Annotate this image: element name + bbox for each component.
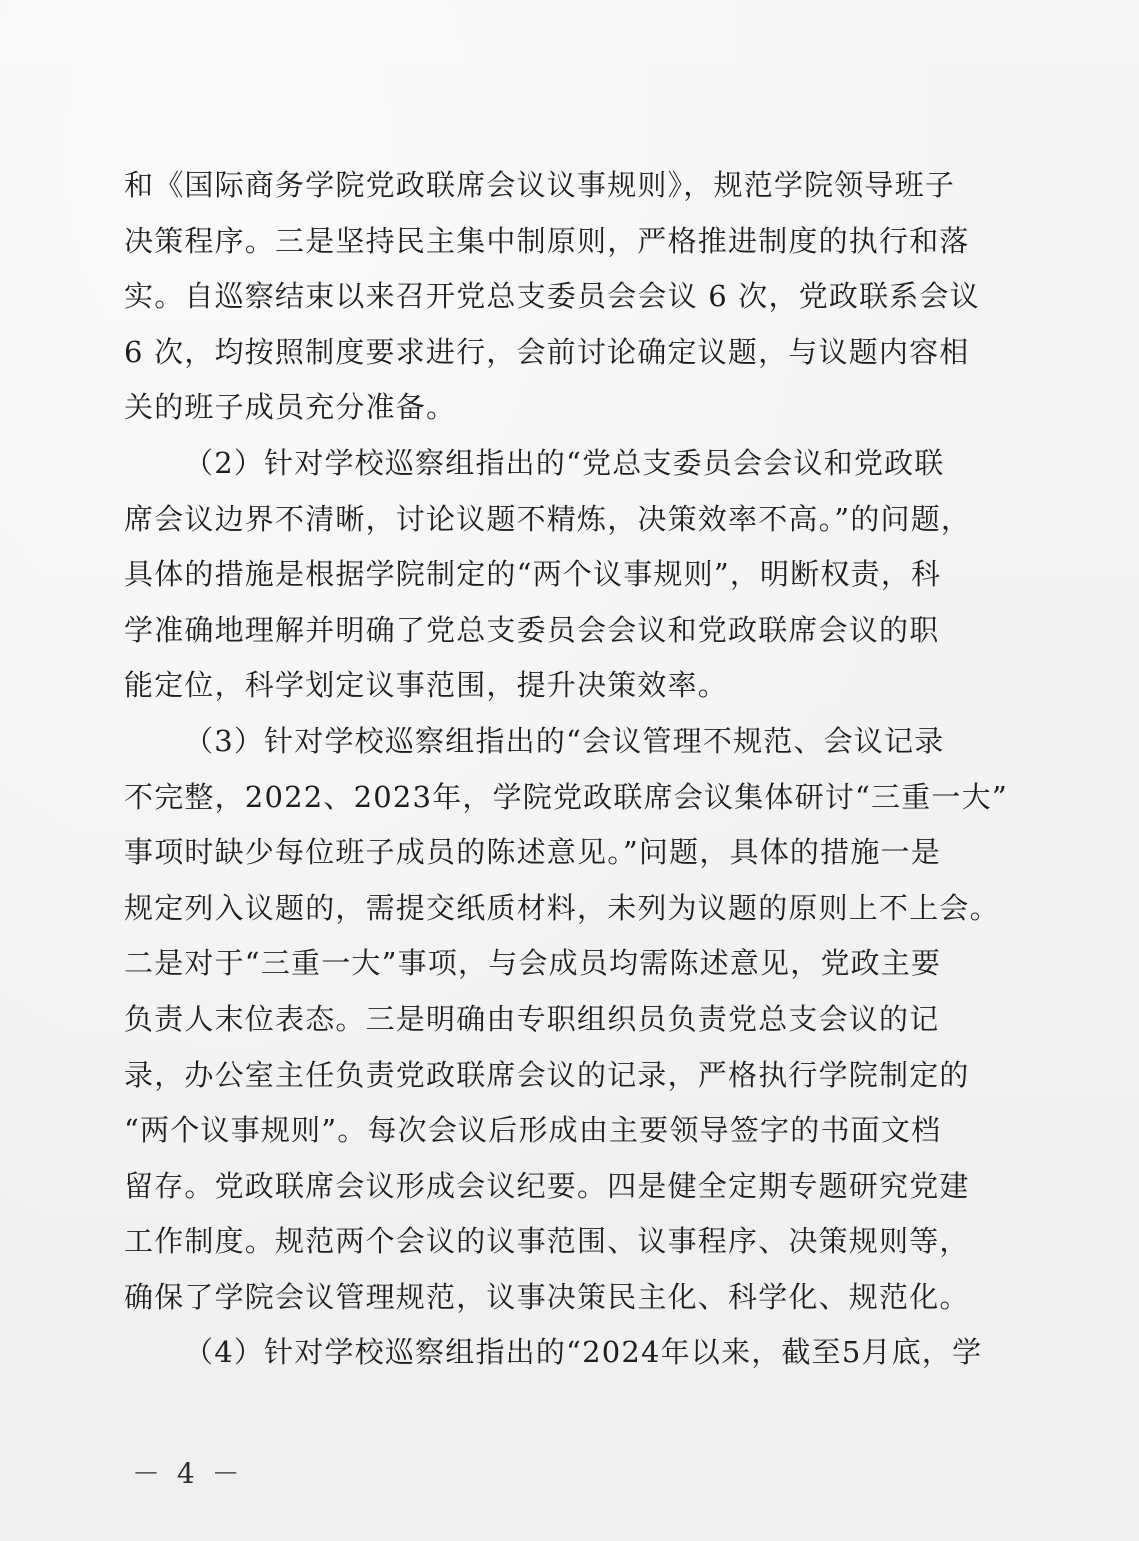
text-line-22: （4）针对学校巡察组指出的“2024年以来，截至5月底，学 — [184, 1335, 983, 1370]
text-line-6: （2）针对学校巡察组指出的“党总支委员会会议和党政联 — [184, 445, 945, 480]
text-line-16: 负责人末位表态。三是明确由专职组织员负责党总支会议的记 — [124, 1001, 940, 1036]
text-line-10: 能定位，科学划定议事范围，提升决策效率。 — [124, 668, 729, 703]
text-line-8: 具体的措施是根据学院制定的“两个议事规则”，明断权责，科 — [124, 557, 942, 592]
text-line-20: 工作制度。规范两个会议的议事范围、议事程序、决策规则等， — [124, 1224, 970, 1259]
text-line-13: 事项时缺少每位班子成员的陈述意见。”问题，具体的措施一是 — [124, 835, 941, 870]
text-line-9: 学准确地理解并明确了党总支委员会会议和党政联席会议的职 — [124, 612, 940, 647]
text-line-18: “两个议事规则”。每次会议后形成由主要领导签字的书面文档 — [124, 1113, 942, 1148]
text-line-14: 规定列入议题的，需提交纸质材料，未列为议题的原则上不上会。 — [124, 890, 1000, 925]
text-line-11: （3）针对学校巡察组指出的“会议管理不规范、会议记录 — [184, 723, 945, 758]
document-body — [124, 158, 1024, 1381]
text-line-5: 关的班子成员充分准备。 — [124, 390, 457, 425]
text-line-7: 席会议边界不清晰，讨论议题不精炼，决策效率不高。”的问题， — [124, 501, 972, 536]
text-line-4: 6 次，均按照制度要求进行，会前讨论确定议题，与议题内容相 — [124, 334, 970, 369]
text-line-19: 留存。党政联席会议形成会议纪要。四是健全定期专题研究党建 — [124, 1168, 970, 1203]
text-line-12: 不完整，2022、2023年，学院党政联席会议集体研讨“三重一大” — [124, 779, 1008, 814]
text-line-17: 录，办公室主任负责党政联席会议的记录，严格执行学院制定的 — [124, 1057, 970, 1092]
text-line-1: 和《国际商务学院党政联席会议议事规则》，规范学院领导班子 — [124, 168, 956, 202]
page-number: － 4 － — [132, 1457, 244, 1490]
text-line-15: 二是对于“三重一大”事项，与会成员均需陈述意见，党政主要 — [124, 946, 942, 981]
text-line-21: 确保了学院会议管理规范，议事决策民主化、科学化、规范化。 — [124, 1279, 970, 1314]
text-line-3: 实。自巡察结束以来召开党总支委员会会议 6 次，党政联系会议 — [124, 279, 980, 314]
text-line-2: 决策程序。三是坚持民主集中制原则，严格推进制度的执行和落 — [124, 223, 970, 258]
